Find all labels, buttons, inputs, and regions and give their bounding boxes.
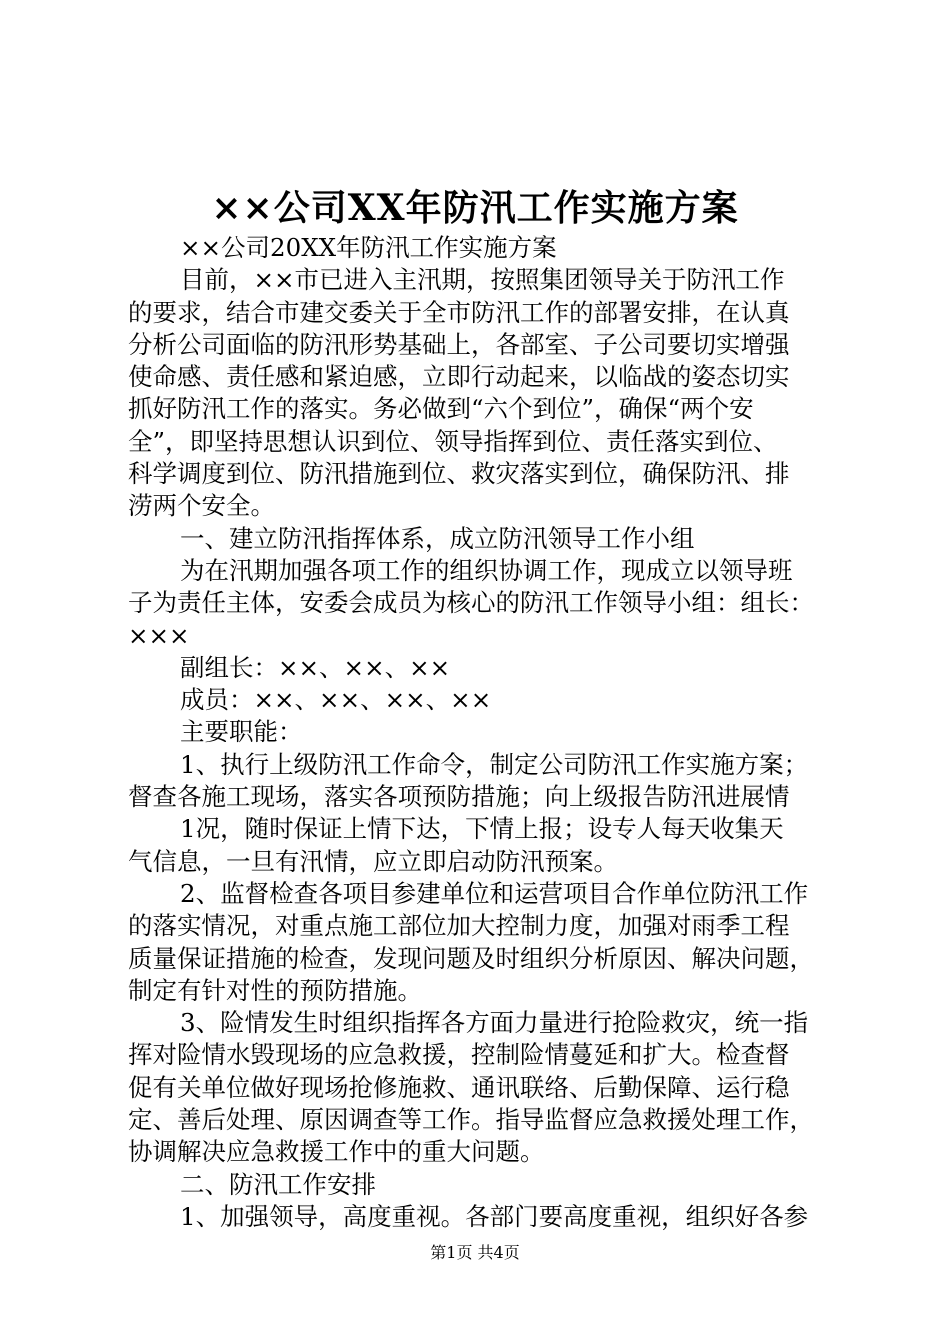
- paragraph-line: 目前，××市已进入主汛期，按照集团领导关于防汛工作: [180, 265, 785, 295]
- paragraph-line: 涝两个安全。: [128, 491, 275, 521]
- paragraph-line: 挥对险情水毁现场的应急救援，控制险情蔓延和扩大。检查督: [128, 1040, 790, 1070]
- paragraph-line: 气信息，一旦有汛情，应立即启动防汛预案。: [128, 846, 618, 876]
- paragraph-line: 主要职能：: [180, 717, 303, 747]
- paragraph-line: 副组长：××、××、××: [180, 652, 451, 682]
- paragraph-line: 制定有针对性的预防措施。: [128, 975, 422, 1005]
- paragraph-line: 的要求，结合市建交委关于全市防汛工作的部署安排，在认真: [128, 297, 790, 327]
- paragraph-line: 1、执行上级防汛工作命令，制定公司防汛工作实施方案；: [180, 749, 809, 779]
- document-title: ××公司XX年防汛工作实施方案: [211, 187, 739, 229]
- paragraph-line: 的落实情况，对重点施工部位加大控制力度，加强对雨季工程: [128, 911, 790, 941]
- paragraph-line: 成员：××、××、××、××: [180, 685, 492, 715]
- paragraph-line: 质量保证措施的检查，发现问题及时组织分析原因、解决问题，: [128, 943, 814, 973]
- paragraph-line: 全”，即坚持思想认识到位、领导指挥到位、责任落实到位、: [128, 426, 778, 456]
- section-heading: 二、防汛工作安排: [180, 1169, 376, 1199]
- subtitle-line: ××公司20XX年防汛工作实施方案: [180, 233, 557, 262]
- paragraph-line: 3、险情发生时组织指挥各方面力量进行抢险救灾，统一指: [180, 1008, 809, 1038]
- paragraph-line: 2、监督检查各项目参建单位和运营项目合作单位防汛工作: [180, 878, 809, 908]
- paragraph-line: 科学调度到位、防汛措施到位、救灾落实到位，确保防汛、排: [128, 459, 790, 489]
- page-number-footer: 第1页 共4页: [430, 1243, 520, 1262]
- document-body: [128, 232, 828, 1233]
- paragraph-line: 子为责任主体，安委会成员为核心的防汛工作领导小组：组长：: [128, 588, 814, 618]
- paragraph-line: 为在汛期加强各项工作的组织协调工作，现成立以领导班: [180, 555, 793, 585]
- paragraph-line: 1、加强领导，高度重视。各部门要高度重视，组织好各参: [180, 1201, 809, 1231]
- paragraph-line: 协调解决应急救援工作中的重大问题。: [128, 1137, 545, 1167]
- paragraph-line: 促有关单位做好现场抢修施救、通讯联络、后勤保障、运行稳: [128, 1072, 790, 1102]
- paragraph-line: ×××: [128, 620, 190, 650]
- paragraph-line: 使命感、责任感和紧迫感，立即行动起来，以临战的姿态切实: [128, 362, 790, 392]
- section-heading: 一、建立防汛指挥体系，成立防汛领导工作小组: [180, 523, 695, 553]
- paragraph-line: 1况，随时保证上情下达，下情上报；设专人每天收集天: [180, 814, 784, 844]
- paragraph-line: 督查各施工现场，落实各项预防措施；向上级报告防汛进展情: [128, 782, 790, 812]
- paragraph-line: 抓好防汛工作的落实。务必做到“六个到位”，确保“两个安: [128, 394, 754, 424]
- paragraph-line: 定、善后处理、原因调查等工作。指导监督应急救援处理工作，: [128, 1105, 814, 1135]
- paragraph-line: 分析公司面临的防汛形势基础上，各部室、子公司要切实增强: [128, 329, 790, 359]
